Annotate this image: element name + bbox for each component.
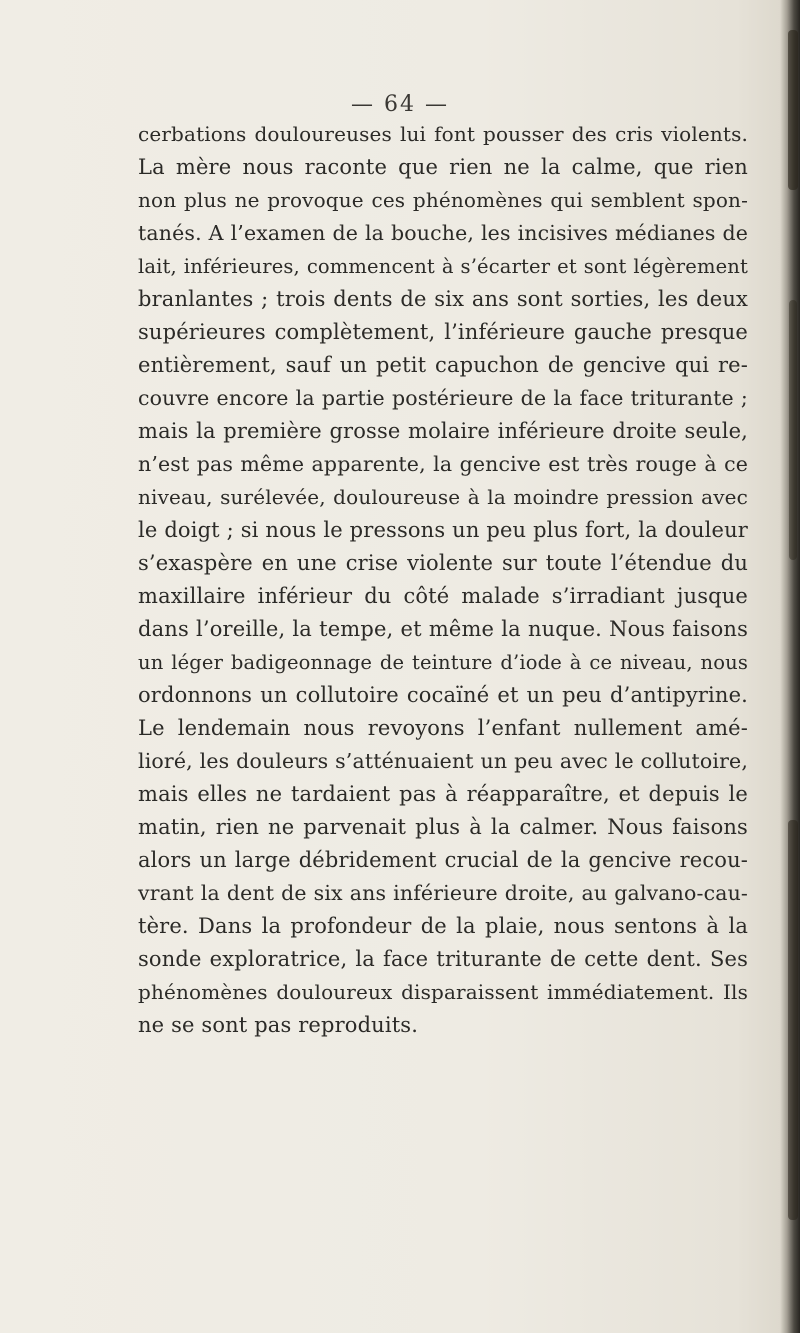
text-line: vrant la dent de six ans inférieure droite, au galvano-cau- (138, 881, 748, 905)
text-line: branlantes ; trois dents de six ans sont sorties, les deux (138, 287, 748, 311)
text-line: ne se sont pas reproduits. (138, 1013, 419, 1037)
text-line: le doigt ; si nous le pressons un peu plus fort, la douleur (138, 518, 748, 542)
text-line: entièrement, sauf un petit capuchon de gencive qui re- (138, 353, 748, 377)
page-number: — 64 — (351, 92, 449, 117)
edge-stain (789, 300, 797, 560)
text-line: alors un large débridement crucial de la gencive recou- (138, 848, 748, 872)
text-line: Le lendemain nous revoyons l’enfant nullement amé- (138, 716, 748, 740)
text-line: sonde exploratrice, la face triturante de cette dent. Ses (138, 947, 748, 971)
text-line: tère. Dans la profondeur de la plaie, nous sentons à la (138, 914, 748, 938)
text-line: non plus ne provoque ces phénomènes qui semblent spon- (138, 188, 748, 212)
text-line: ordonnons un collutoire cocaïné et un peu d’antipyrine. (138, 683, 748, 707)
edge-stain (788, 820, 798, 1220)
text-line: tanés. A l’examen de la bouche, les incisives médianes de (138, 221, 748, 245)
text-line: maxillaire inférieur du côté malade s’irradiant jusque (138, 584, 748, 608)
text-line: s’exaspère en une crise violente sur toute l’étendue du (138, 551, 748, 575)
text-line: mais elles ne tardaient pas à réapparaître, et depuis le (138, 782, 748, 806)
text-line: un léger badigeonnage de teinture d’iode à ce niveau, nous (138, 651, 748, 674)
text-line: lioré, les douleurs s’atténuaient un peu avec le collutoire, (138, 749, 748, 773)
text-line: cerbations douloureuses lui font pousser des cris violents. (138, 122, 748, 146)
text-line: mais la première grosse molaire inférieure droite seule, (138, 419, 748, 443)
text-line: dans l’oreille, la tempe, et même la nuque. Nous faisons (138, 617, 748, 641)
text-line: lait, inférieures, commencent à s’écarter et sont légèrement (138, 255, 748, 278)
text-line: phénomènes douloureux disparaissent immédiatement. Ils (138, 980, 748, 1004)
body-text (138, 118, 748, 1042)
text-line: n’est pas même apparente, la gencive est très rouge à ce (138, 452, 748, 476)
text-line: niveau, surélevée, douloureuse à la moindre pression avec (138, 485, 748, 509)
text-line: La mère nous raconte que rien ne la calme, que rien (138, 155, 748, 179)
text-line: matin, rien ne parvenait plus à la calmer. Nous faisons (138, 815, 748, 839)
text-line: supérieures complètement, l’inférieure gauche presque (138, 320, 748, 344)
text-line: couvre encore la partie postérieure de la face triturante ; (138, 386, 748, 410)
